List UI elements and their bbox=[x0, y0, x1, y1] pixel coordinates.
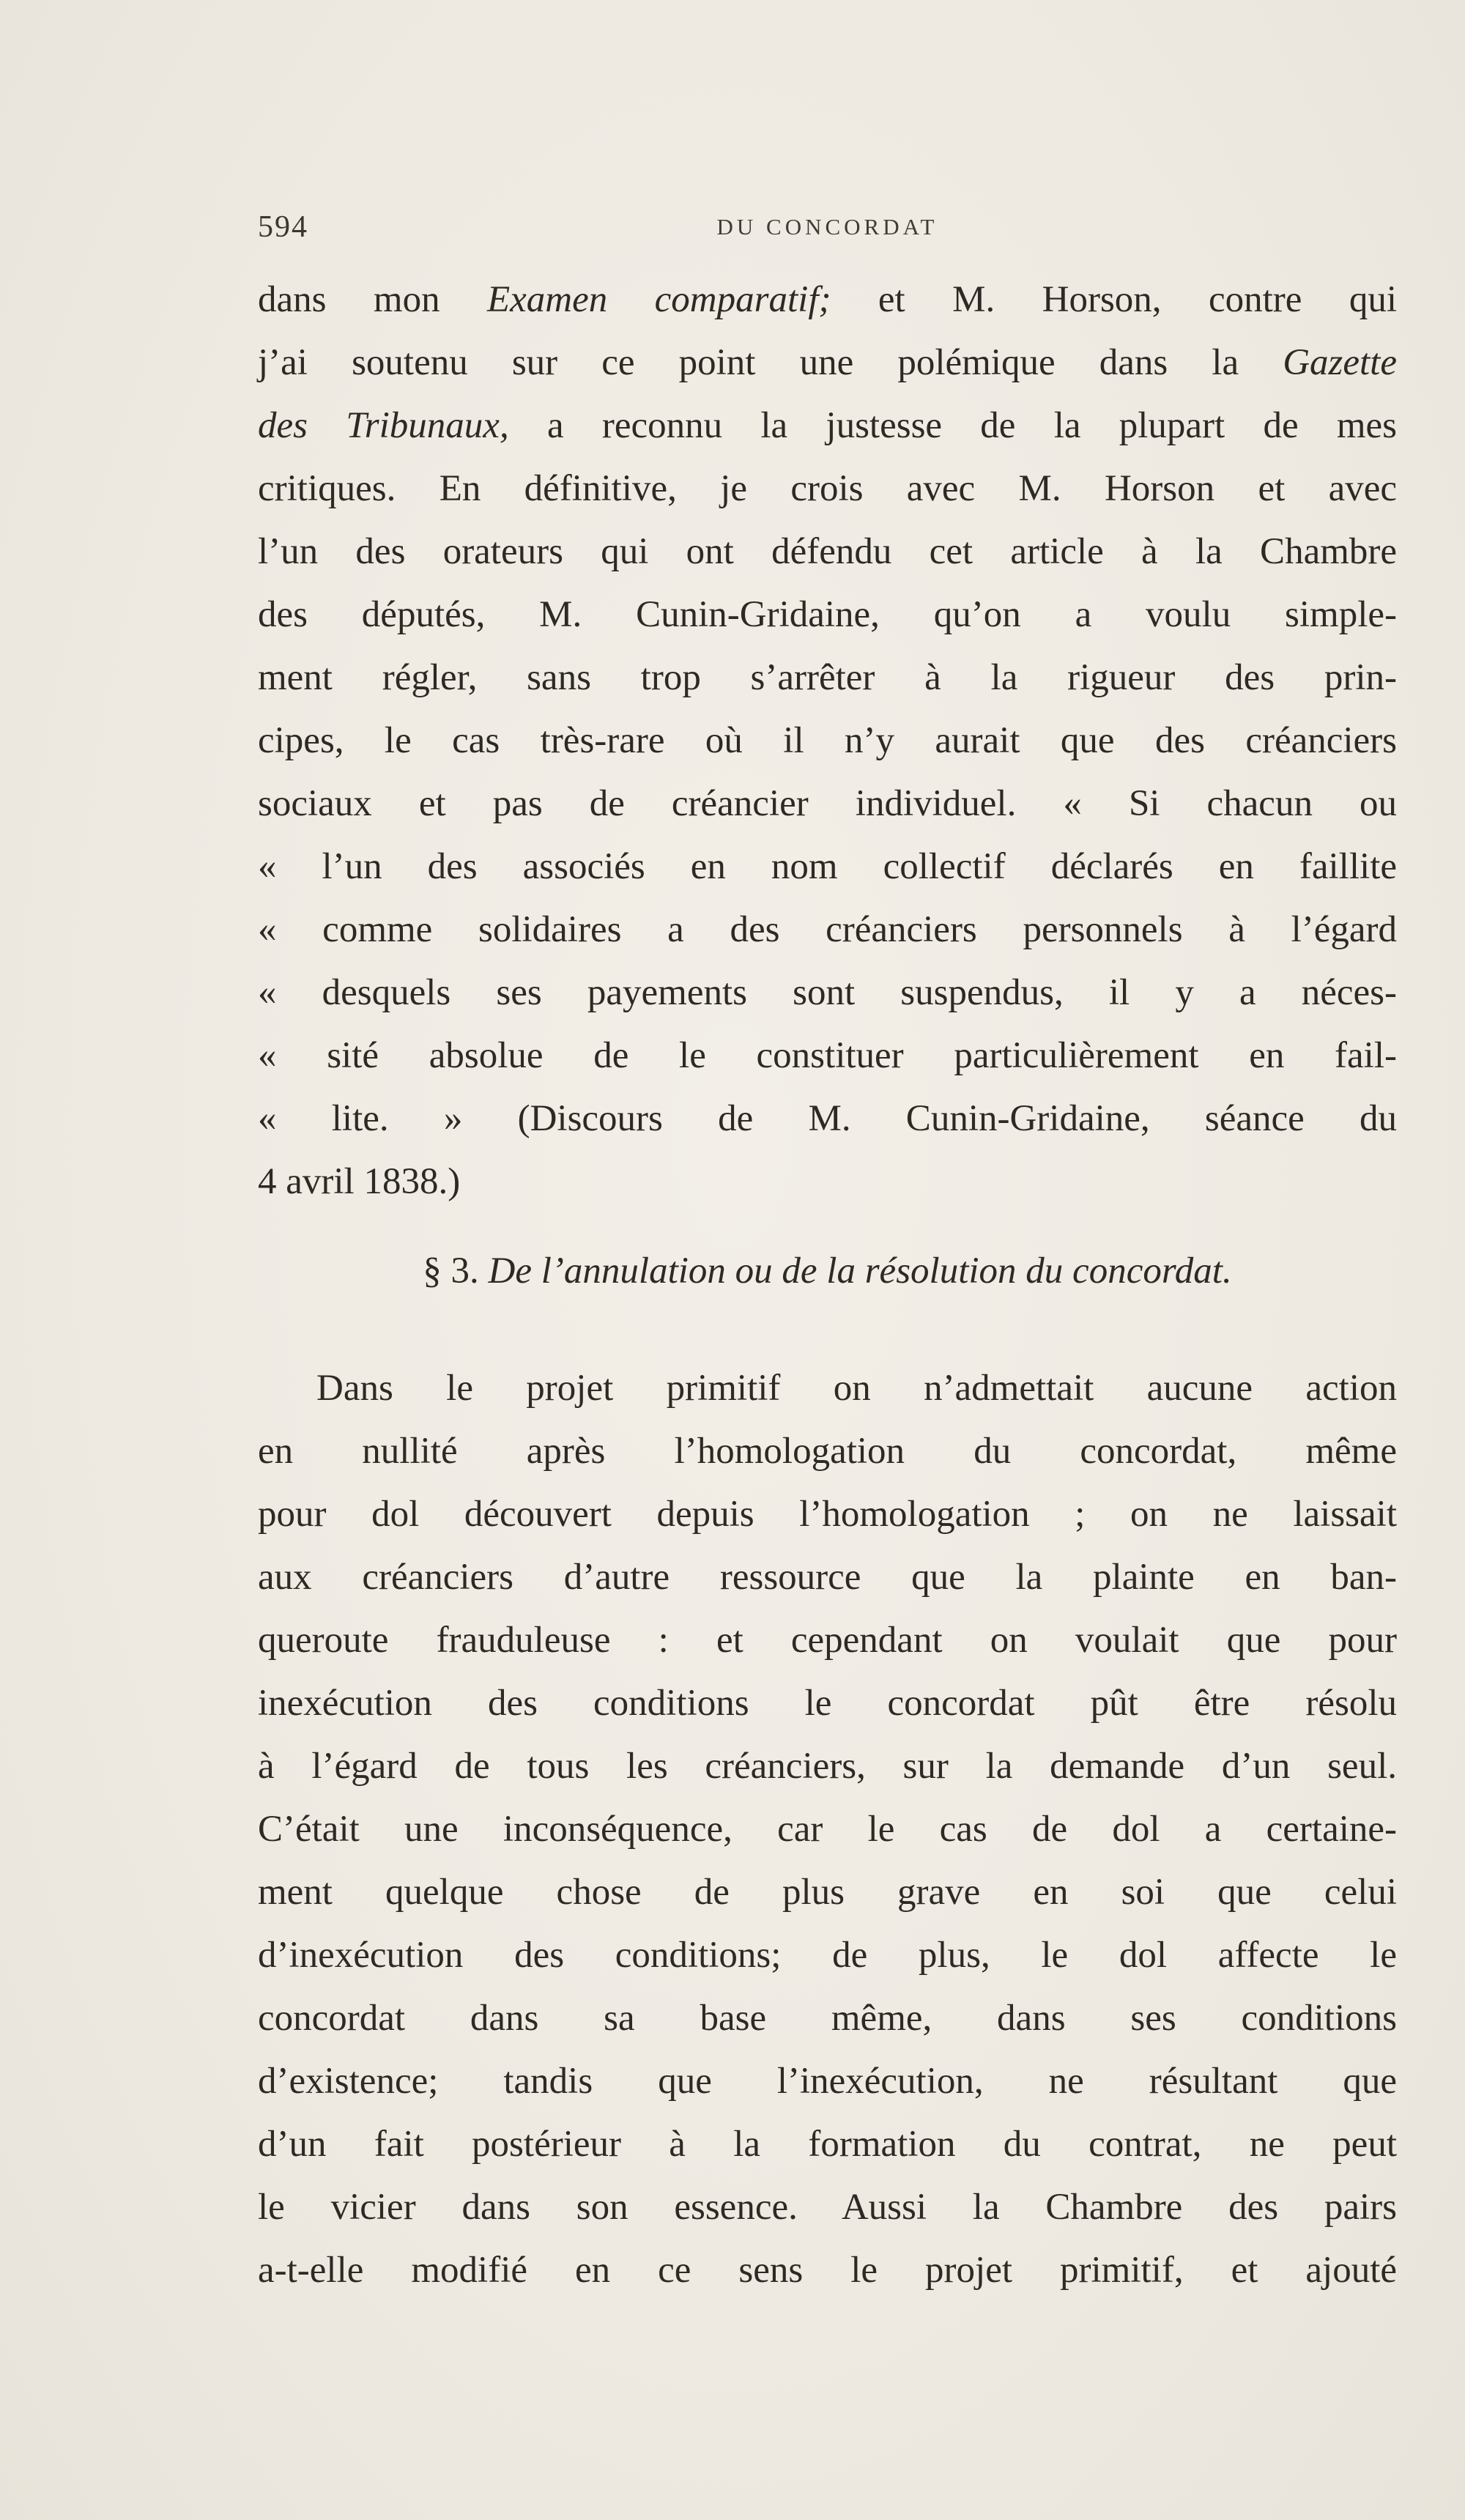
text-line: d’un fait postérieur à la formation du contrat, ne peut bbox=[258, 2124, 1397, 2165]
text-line: aux créanciers d’autre ressource que la plainte en ban- bbox=[258, 1557, 1397, 1598]
text-line: des Tribunaux, a reconnu la justesse de la plupart de mes bbox=[258, 405, 1398, 446]
text-line: C’était une inconséquence, car le cas de dol a certaine- bbox=[258, 1809, 1397, 1850]
text-line: d’existence; tandis que l’inexécution, ne résultant que bbox=[258, 2061, 1397, 2102]
text-line: inexécution des conditions le concordat pût être résolu bbox=[258, 1683, 1397, 1724]
text-line: « l’un des associés en nom collectif déclarés en faillite bbox=[258, 846, 1397, 887]
text-line: critiques. En définitive, je crois avec M. Horson et avec bbox=[258, 468, 1397, 509]
text-line: « sité absolue de le constituer particulièrement en fail- bbox=[258, 1035, 1397, 1076]
text-line: pour dol découvert depuis l’homologation ; on ne laissait bbox=[258, 1494, 1397, 1535]
text-line: à l’égard de tous les créanciers, sur la demande d’un seul. bbox=[258, 1746, 1397, 1787]
section-number: § 3. bbox=[423, 1250, 479, 1292]
text-line: « lite. » (Discours de M. Cunin-Gridaine, séance du bbox=[258, 1098, 1397, 1139]
text-line: dans mon Examen comparatif; et M. Horson, contre qui bbox=[258, 279, 1397, 320]
running-title: DU CONCORDAT bbox=[716, 214, 938, 240]
text-line: des députés, M. Cunin-Gridaine, qu’on a voulu simple- bbox=[258, 594, 1397, 635]
section-title: De l’annulation ou de la résolution du concordat. bbox=[488, 1250, 1232, 1292]
text-line: d’inexécution des conditions; de plus, le dol affecte le bbox=[258, 1935, 1397, 1976]
text-line: cipes, le cas très-rare où il n’y aurait que des créanciers bbox=[258, 720, 1397, 761]
text-line: en nullité après l’homologation du concordat, même bbox=[258, 1431, 1397, 1472]
text-line: « desquels ses payements sont suspendus, il y a néces- bbox=[258, 972, 1397, 1013]
text-line: le vicier dans son essence. Aussi la Chambre des pairs bbox=[258, 2187, 1397, 2228]
paragraph-2 bbox=[258, 1357, 1397, 2302]
text-line: l’un des orateurs qui ont défendu cet article à la Chambre bbox=[258, 531, 1397, 572]
text-line: ment quelque chose de plus grave en soi que celui bbox=[258, 1872, 1397, 1913]
text-line: ment régler, sans trop s’arrêter à la rigueur des prin- bbox=[258, 657, 1397, 698]
paragraph-1 bbox=[258, 268, 1397, 1213]
section-heading bbox=[258, 1245, 1397, 1297]
page-header bbox=[258, 210, 1397, 246]
page-number: 594 bbox=[258, 210, 308, 244]
text-line: 4 avril 1838.) bbox=[258, 1161, 461, 1202]
text-line: Dans le projet primitif on n’admettait aucune action bbox=[316, 1368, 1397, 1409]
text-line: « comme solidaires a des créanciers personnels à l’égard bbox=[258, 909, 1397, 950]
text-line: sociaux et pas de créancier individuel. « Si chacun ou bbox=[258, 783, 1397, 824]
text-line: a-t-elle modifié en ce sens le projet primitif, et ajouté bbox=[258, 2250, 1397, 2291]
text-line: queroute frauduleuse : et cependant on voulait que pour bbox=[258, 1620, 1397, 1661]
text-line: j’ai soutenu sur ce point une polémique dans la Gazette bbox=[258, 342, 1397, 383]
text-line: concordat dans sa base même, dans ses conditions bbox=[258, 1998, 1397, 2039]
